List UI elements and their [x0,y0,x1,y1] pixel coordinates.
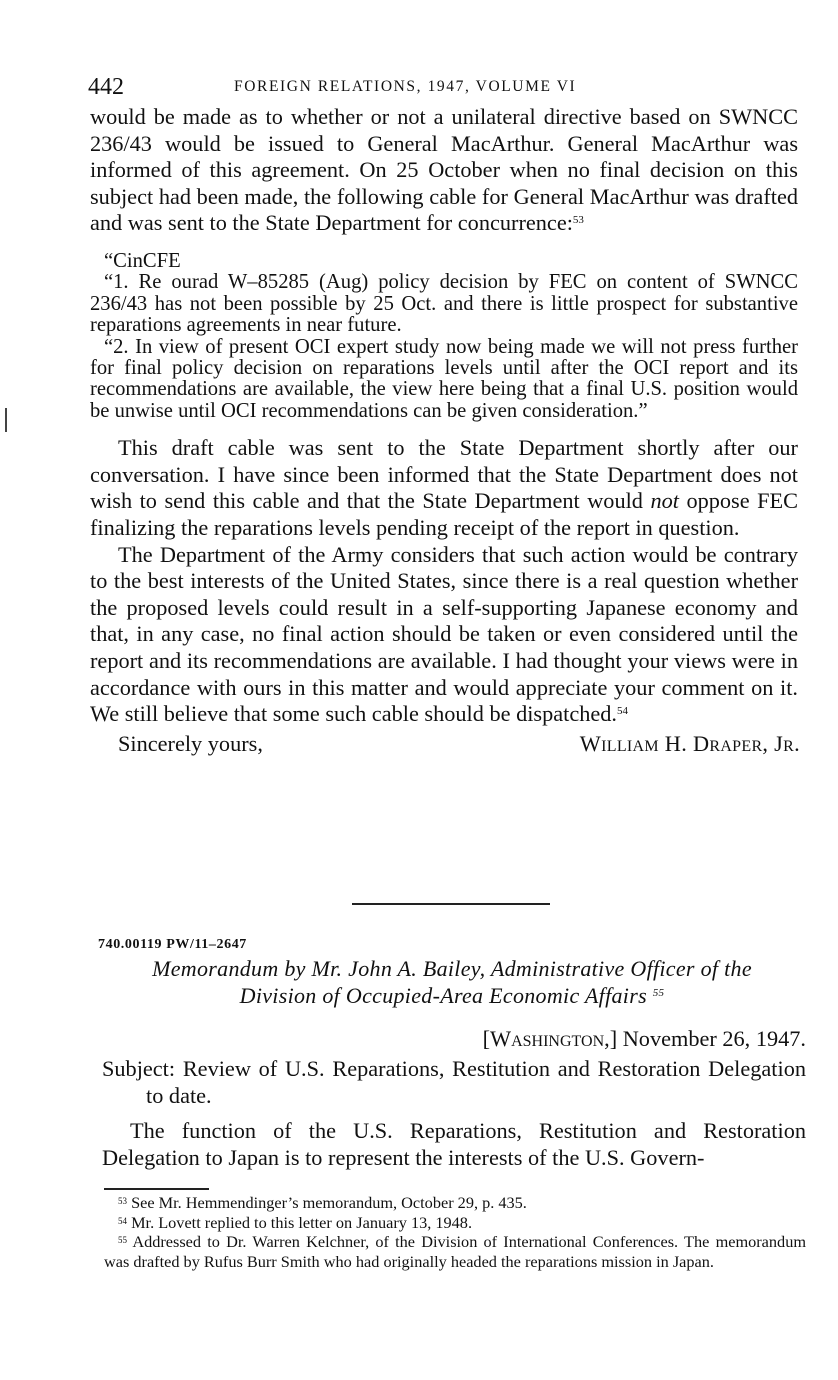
paragraph-intro [90,104,798,237]
subject-line [102,1056,806,1109]
memorandum-title [98,955,806,1009]
document-id: 740.00119 PW/11–2647 [98,937,247,952]
paragraph-army [90,542,798,728]
page-number: 442 [88,74,124,100]
page-header [88,74,808,104]
footnote-ref-53: 53 [572,214,584,227]
footnote-54 [104,1213,806,1233]
subject-label: Subject: [102,1056,176,1081]
footnote-53 [104,1193,806,1213]
cable-point-2: “2. In view of present OCI expert study now being made we will not press further for final policy decision on reparations levels until after the OCI report and its recommendations are available, the view here being that a final U.S. position would be unwise until OCI recommendations can be given consideration.” [90,335,798,422]
margin-mark [5,408,7,432]
dateline-place: [Washington,] [482,1026,618,1051]
footnote-ref-55: 55 [652,987,665,999]
closing: Sincerely yours, [118,730,263,756]
letter-body [90,104,798,759]
running-head: FOREIGN RELATIONS, 1947, VOLUME VI [234,78,577,95]
signature: William H. Draper, Jr. [579,730,800,756]
paragraph-draft-text-b: oppose FEC finalizing the reparations levels pending receipt of the report in question. [90,488,799,540]
paragraph-draft-text-a: This draft cable was sent to the State Department shortly after our conversation. I have since been informed that the State Department does not wish to send this cable and that the State Department would [90,435,798,514]
paragraph-army-text: The Department of the Army considers that such action would be contrary to the best interests of the United States, since there is a real question whether the proposed levels could result in a self-supporting Japanese economy and that, in any case, no final action should be taken or even considered until the report and its recommendations are available. I had thought your views were in accordance with ours in this matter and would appreciate your comment on it. We still believe that some such cable should be dispatched. [90,541,798,727]
paragraph-function: The function of the U.S. Reparations, Restitution and Restoration Delegation to Japan is to represent the interests of the U.S. Govern- [102,1118,806,1170]
footnote-rule [104,1188,209,1190]
signature-block [90,731,798,759]
footnote-54-number: 54 [118,1215,127,1226]
footnote-ref-54: 54 [617,705,628,718]
footnote-53-number: 53 [118,1196,127,1206]
memorandum-body [102,1056,806,1171]
section-divider [352,903,550,905]
cable-quote [90,251,798,422]
paragraph-draft [90,435,798,541]
subject-text: Review of U.S. Reparations, Restitution and Restoration Delegation to date. [146,1056,806,1108]
footnote-53-text: See Mr. Hemmendinger’s memorandum, October 29, p. 435. [131,1193,527,1212]
footnote-55-number: 55 [118,1235,127,1246]
footnotes [104,1193,806,1271]
memorandum-title-line-2-wrap [98,982,806,1009]
paragraph-draft-emphasis: not [650,488,679,514]
footnote-54-text: Mr. Lovett replied to this letter on January 13, 1948. [131,1212,473,1232]
memorandum-title-line-1: Memorandum by Mr. John A. Bailey, Administrative Officer of the [152,956,752,981]
dateline-date: November 26, 1947. [622,1026,806,1051]
footnote-55 [104,1232,806,1271]
footnote-55-text: Addressed to Dr. Warren Kelchner, of the Division of International Conferences. The memorandum was drafted by Rufus Burr Smith who had originally headed the reparations mission in Japan. [104,1232,806,1271]
cable-address: “CinCFE [104,249,181,272]
cable-point-1: “1. Re ourad W–85285 (Aug) policy decision by FEC on content of SWNCC 236/43 has not been possible by 25 Oct. and there is little prospect for substantive reparations agreements in near future. [90,271,798,337]
paragraph-intro-text: would be made as to whether or not a unilateral directive based on SWNCC 236/43 would be issued to General MacArthur. General MacArthur was informed of this agreement. On 25 October when no final decision on this subject had been made, the following cable for General MacArthur was drafted and was sent to the State Department for concurrence: [90,104,798,236]
dateline [483,1026,806,1052]
memorandum-title-line-2: Division of Occupied-Area Economic Affairs [239,983,647,1008]
